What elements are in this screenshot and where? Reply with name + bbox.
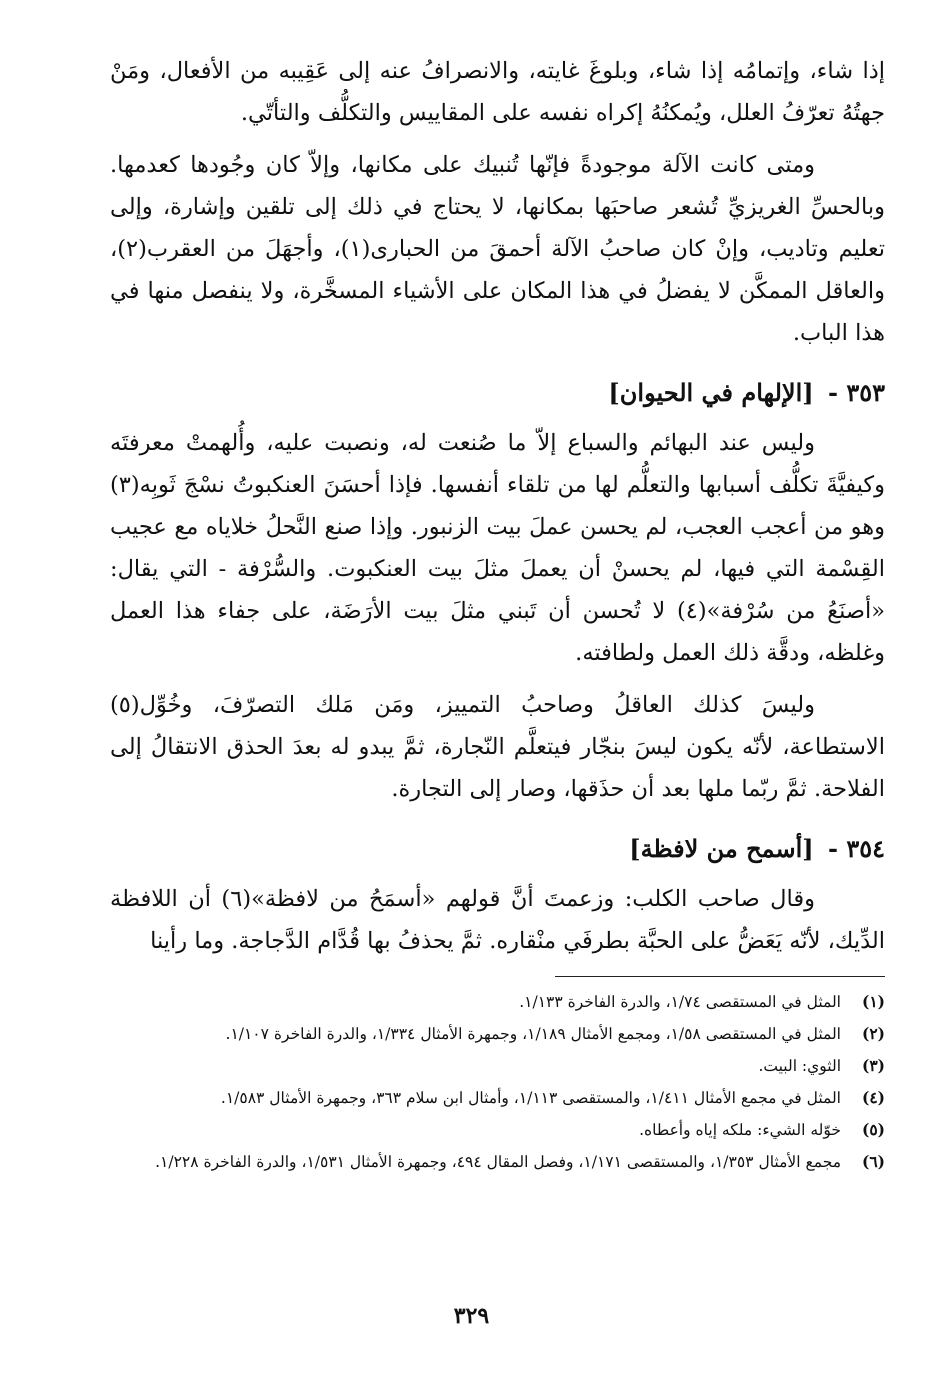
footnote	[110, 987, 885, 1017]
footnote-text: الثوي: البيت.	[758, 1057, 841, 1075]
paragraph-instinct-tool: ومتى كانت الآلة موجودةً فإنّها تُنبيك على مكانها، وإلاّ كان وجُودها كعدمها. وبالحسِّ الغريزيِّ تُشعر صاحبَها بمكانها، لا يحتاج في ذلك إلى تلقين وإشارة، وإلى تعليم وتاديب، وإنْ كان صاحبُ الآلة أحمقَ من الحبارى(١)، وأجهَلَ من العقرب(٢)، والعاقل الممكَّن لا يفضلُ في هذا المكان على الأشياء المسخَّرة، ولا ينفصل منها في هذا الباب.	[110, 152, 885, 346]
footnote	[110, 1147, 885, 1177]
footnote-text: المثل في مجمع الأمثال ١/٤١١، والمستقصى ١/١١٣، وأمثال ابن سلام ٣٦٣، وجمهرة الأمثال ١/٥٨٣.	[220, 1089, 841, 1107]
footnote-number: (٦)	[861, 1152, 885, 1171]
footnote	[110, 1019, 885, 1049]
footnote-text: مجمع الأمثال ١/٣٥٣، والمستقصى ١/١٧١، وفصل المقال ٤٩٤، وجمهرة الأمثال ١/٥٣١، والدرة الفاخرة ١/٢٢٨.	[155, 1153, 841, 1171]
page-number: ٣٢٩	[453, 1303, 490, 1329]
footnote-text: خوّله الشيء: ملكه إياه وأعطاه.	[639, 1121, 841, 1139]
footnote-number: (٣)	[861, 1056, 885, 1075]
section-title: [الإلهام في الحيوان]	[608, 378, 814, 407]
paragraph-animal-inspiration: وليس عند البهائم والسباع إلاّ ما صُنعت له، ونصبت عليه، وأُلهمتْ معرفتَه وكيفيَّةَ تكلُّف أسبابها والتعلُّم لها من تلقاء أنفسها. فإذا أحسَنَ العنكبوتُ نسْجَ ثَوبِه(٣) وهو من أعجب العجب، لم يحسن عملَ بيت الزنبور. وإذا صنع النَّحلُ خلاياه مع عجيب القِسْمة التي فيها، لم يحسنْ أن يعملَ مثلَ بيت العنكبوت. والسُّرْفة - التي يقال: «أصنَعُ من سُرْفة»(٤) لا تُحسن أن تَبني مثلَ بيت الأرَضَة، على جفاء هذا العمل وغلظه، ودقَّة ذلك العمل ولطافته.	[110, 430, 885, 666]
footnote-number: (١)	[861, 992, 885, 1011]
footnote-number: (٢)	[861, 1024, 885, 1043]
footnote-text: المثل في المستقصى ١/٧٤، والدرة الفاخرة ١/١٣٣.	[519, 993, 841, 1011]
footnote-number: (٥)	[861, 1120, 885, 1139]
paragraph-rooster: وقال صاحب الكلب: وزعمتَ أنَّ قولهم «أسمَحُ من لافظة»(٦) أن اللافظة الدِّيك، لأنّه يَعَضُّ على الحبَّة بطرفَي منْقاره. ثمَّ يحذفُ بها قُدَّام الدَّجاجة. وما رأينا	[110, 886, 885, 954]
section-heading-353	[110, 370, 885, 416]
section-title: [أسمح من لافظة]	[629, 834, 814, 863]
footnote-text: المثل في المستقصى ١/٥٨، ومجمع الأمثال ١/١٨٩، وجمهرة الأمثال ١/٣٣٤، والدرة الفاخرة ١/١٠٧.	[225, 1025, 841, 1043]
footnote	[110, 1051, 885, 1081]
footnote-number: (٤)	[861, 1088, 885, 1107]
footnote	[110, 1115, 885, 1145]
section-heading-354	[110, 826, 885, 872]
section-number: ٣٥٣ -	[828, 378, 885, 407]
footnotes	[110, 987, 885, 1177]
footnote-divider	[555, 976, 885, 977]
paragraph-continuation: إذا شاء، وإتمامُه إذا شاء، وبلوغَ غايته، والانصرافُ عنه إلى عَقِيبه من الأفعال، ومَنْ جهتُهُ تعرّفُ العلل، ويُمكنُهُ إكراه نفسه على المقاييس والتكلُّف والتأتّي.	[110, 58, 885, 126]
section-number: ٣٥٤ -	[828, 834, 885, 863]
page-body	[110, 50, 885, 1179]
footnote	[110, 1083, 885, 1113]
paragraph-rational-being: وليسَ كذلك العاقلُ وصاحبُ التمييز، ومَن مَلك التصرّفَ، وخُوِّل(٥) الاستطاعة، لأنّه يكون ليسَ بنجّار فيتعلَّم النّجارة، ثمَّ يبدو له بعدَ الحذق الانتقالُ إلى الفلاحة. ثمَّ ربّما ملها بعد أن حذَقها، وصار إلى التجارة.	[110, 692, 885, 802]
